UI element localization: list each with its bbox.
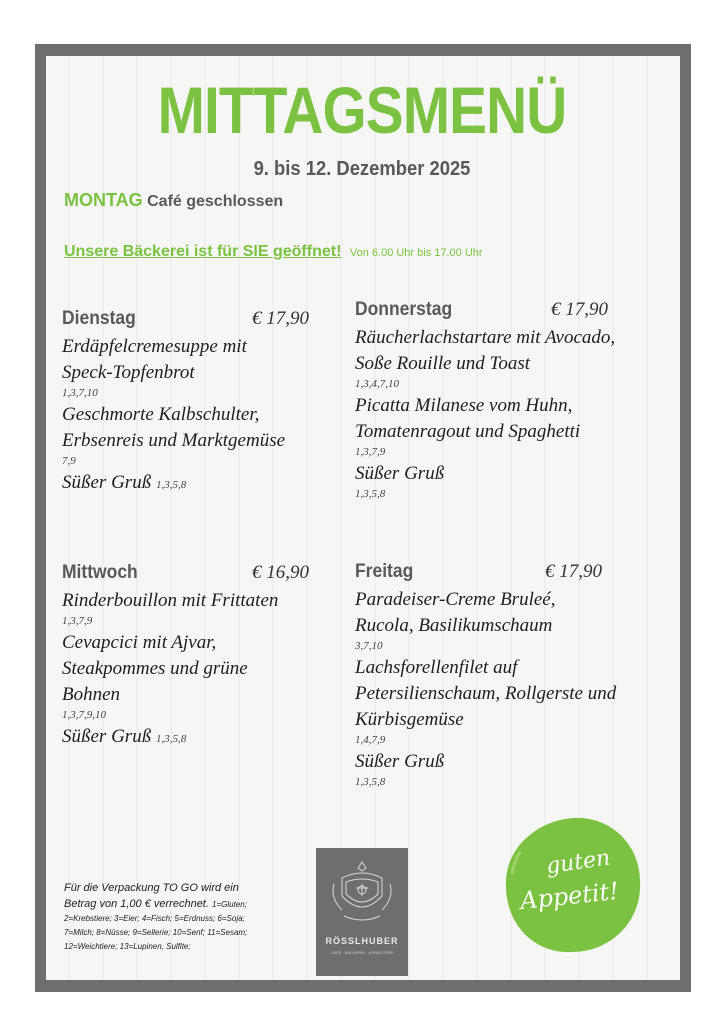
dish-line: Räucherlachstartare mit Avocado,: [355, 327, 616, 348]
dessert-name: Süßer Gruß: [62, 472, 152, 493]
brand-name: RÖSSLHUBER: [325, 936, 399, 946]
to-go-line: [64, 896, 304, 912]
dish-line: Petersilienschaum, Rollgerste und: [355, 683, 617, 704]
dessert-name: Süßer Gruß: [355, 463, 445, 484]
allergen-codes: 1,3,7,9: [355, 446, 386, 458]
dish-line: Erbsenreis und Marktgemüse: [62, 430, 286, 451]
brand-tagline: CAFÉ · BÄCKEREI · KONDITOREI: [330, 950, 394, 955]
dish-line: Tomatenragout und Spaghetti: [355, 421, 581, 442]
bakery-open-text: Unsere Bäckerei ist für SIE geöffnet!: [64, 243, 342, 260]
allergen-legend: 12=Weichtiere; 13=Lupinen, Sulfite;: [64, 942, 191, 951]
guten-appetit-stamp: [500, 812, 646, 958]
dish-line: Rinderbouillon mit Frittaten: [62, 590, 279, 611]
brand-logo: [316, 848, 408, 976]
dish-line: Lachsforellenfilet auf: [355, 657, 518, 678]
allergen-codes: 7,9: [62, 455, 76, 467]
stamp-line-1: guten: [544, 845, 612, 880]
to-go-notice: [64, 880, 304, 954]
monday-note: Café geschlossen: [147, 193, 284, 210]
allergen-codes: 1,3,4,7,10: [355, 378, 399, 390]
allergen-codes: 1,3,5,8: [155, 733, 187, 745]
allergen-codes: 1,3,5,8: [355, 776, 386, 788]
allergen-legend: 1=Gluten;: [212, 900, 247, 909]
day-price: € 17,90: [252, 308, 309, 329]
dessert-line: [62, 724, 362, 752]
day-block-freitag: [355, 561, 675, 791]
allergen-codes: 1,3,7,9,10: [62, 709, 106, 721]
day-price: € 16,90: [252, 562, 309, 583]
bakery-notice: [64, 243, 483, 261]
dish-line: Kürbisgemüse: [355, 709, 464, 730]
dish-line: Bohnen: [62, 684, 121, 705]
allergen-codes: 3,7,10: [355, 640, 383, 652]
allergen-codes: 1,3,7,10: [62, 387, 98, 399]
day-name: Freitag: [355, 561, 414, 582]
allergen-codes: 1,4,7,9: [355, 734, 386, 746]
to-go-line: Für die Verpackung TO GO wird ein: [64, 882, 239, 894]
day-price: € 17,90: [551, 299, 608, 320]
allergen-codes: 1,3,7,9: [62, 615, 93, 627]
monday-label: MONTAG: [64, 190, 143, 210]
dish-line: Soße Rouille und Toast: [355, 353, 531, 374]
dish-line: Speck-Topfenbrot: [62, 362, 195, 383]
allergen-codes: 1,3,5,8: [155, 479, 187, 491]
day-block-donnerstag: [355, 299, 675, 503]
allergen-legend: 7=Milch; 8=Nüsse; 9=Sellerie; 10=Senf; 11=Sesam;: [64, 928, 248, 937]
dish-line: Paradeiser-Creme Bruleé,: [355, 589, 556, 610]
day-name: Mittwoch: [62, 562, 138, 583]
day-name: Dienstag: [62, 308, 136, 329]
day-block-mittwoch: [62, 562, 362, 752]
dessert-line: [62, 470, 362, 498]
dish-line: Picatta Milanese vom Huhn,: [355, 395, 573, 416]
dish-line: Cevapcici mit Ajvar,: [62, 632, 217, 653]
dessert-name: Süßer Gruß: [62, 726, 152, 747]
monday-notice: [64, 190, 283, 211]
dish-line: Rucola, Basilikumschaum: [355, 615, 553, 636]
day-name: Donnerstag: [355, 299, 453, 320]
allergen-codes: 1,3,5,8: [355, 488, 386, 500]
bakery-hours: Von 6.00 Uhr bis 17.00 Uhr: [349, 247, 483, 259]
dish-line: Geschmorte Kalbschulter,: [62, 404, 260, 425]
menu-title: MITTAGSMENÜ: [157, 73, 567, 147]
dish-line: Steakpommes und grüne: [62, 658, 248, 679]
day-price: € 17,90: [545, 561, 602, 582]
day-block-dienstag: [62, 308, 362, 498]
allergen-legend: 2=Krebstiere; 3=Eier; 4=Fisch; 5=Erdnuss; 6=Soja;: [64, 914, 245, 923]
dessert-name: Süßer Gruß: [355, 751, 445, 772]
dish-line: Erdäpfelcremesuppe mit: [62, 336, 247, 357]
crest-icon: [316, 854, 408, 934]
to-go-price: Betrag von 1,00 € verrechnet.: [64, 898, 209, 910]
date-range: 9. bis 12. Dezember 2025: [253, 158, 471, 180]
stamp-line-2: Appetit!: [518, 876, 621, 916]
